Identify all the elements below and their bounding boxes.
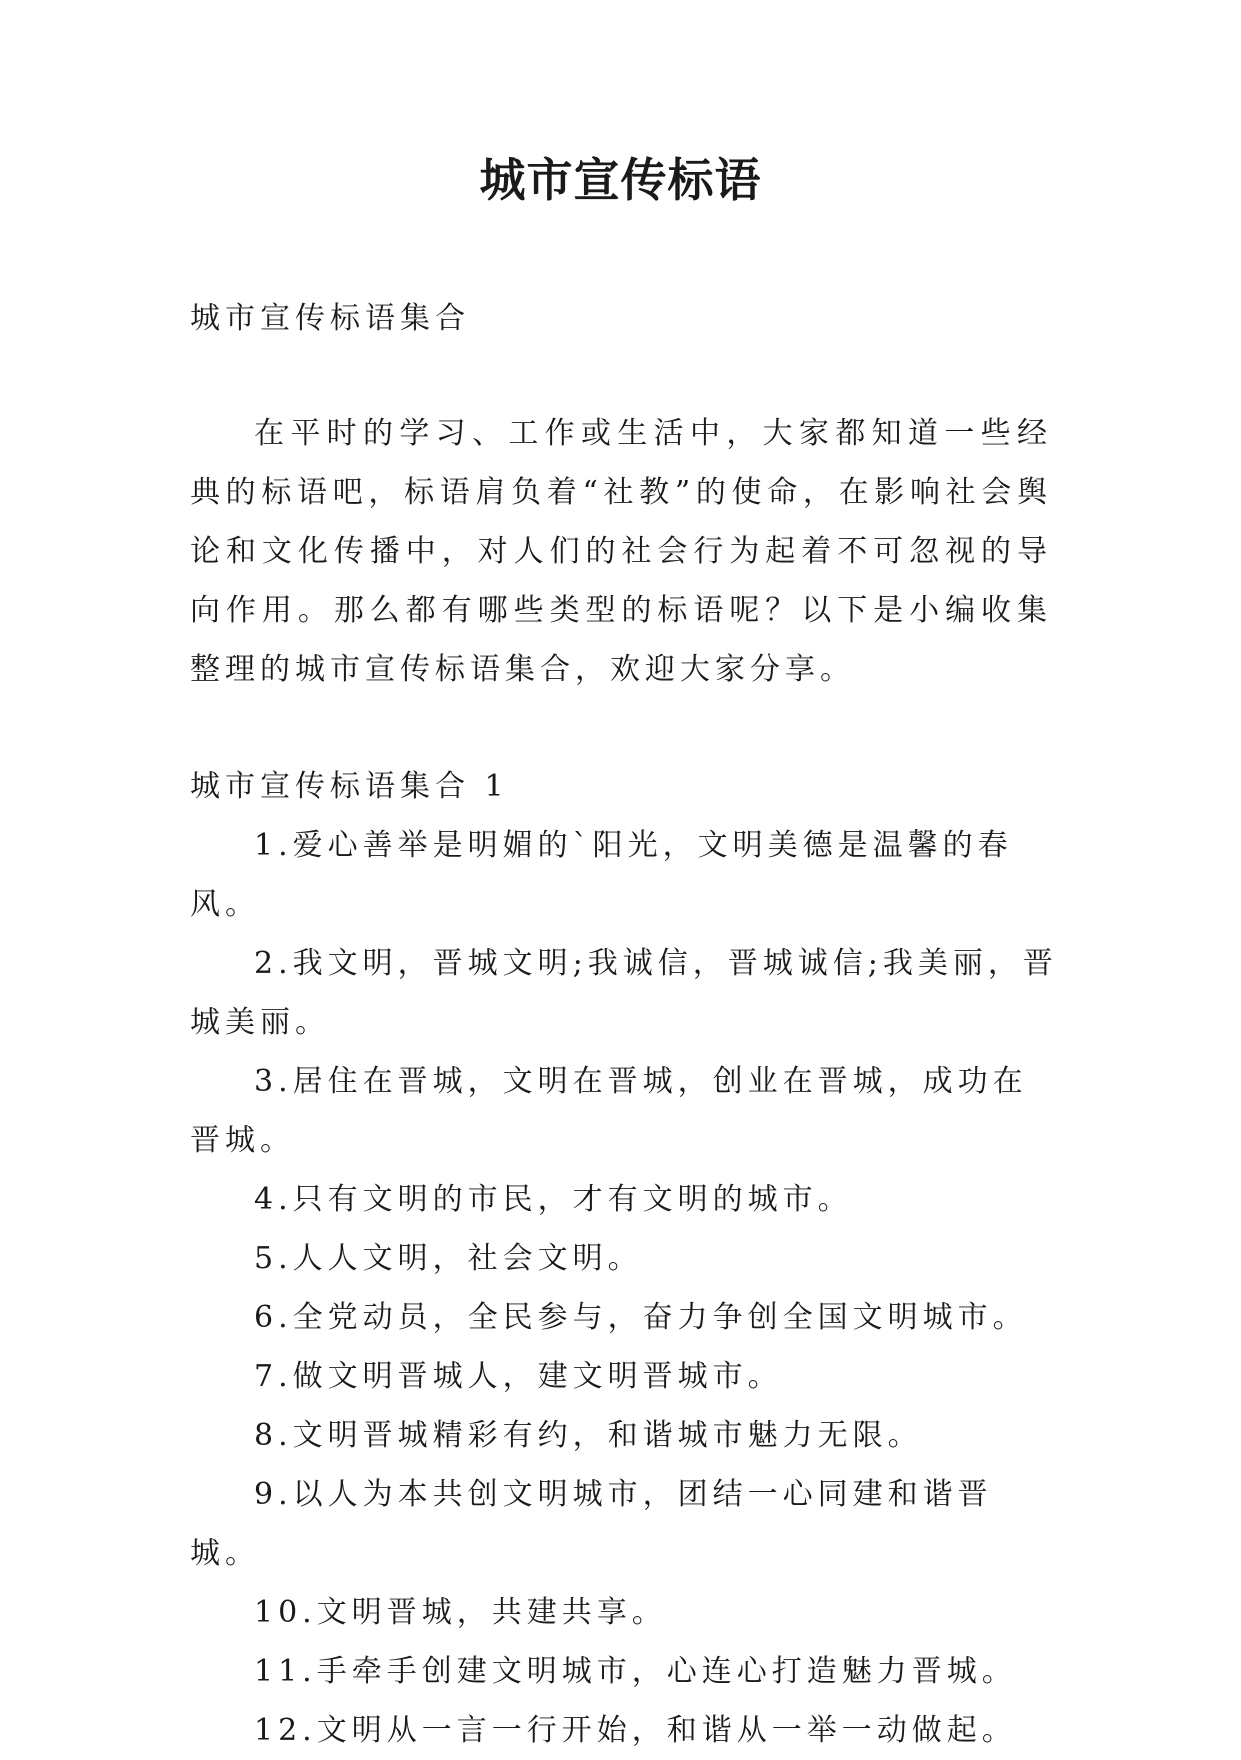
slogan-item-7: 7.做文明晋城人，建文明晋城市。 bbox=[254, 1359, 783, 1394]
document-subtitle: 城市宣传标语集合 bbox=[190, 301, 470, 336]
section-title: 城市宣传标语集合 1 bbox=[190, 769, 509, 804]
slogan-item-1: 1.爱心善举是明媚的`阳光，文明美德是温馨的春风。 bbox=[190, 828, 1013, 922]
slogan-item-6: 6.全党动员，全民参与，奋力争创全国文明城市。 bbox=[254, 1300, 1028, 1335]
slogan-item-11: 11.手牵手创建文明城市，心连心打造魅力晋城。 bbox=[254, 1654, 1017, 1689]
slogan-item-3: 3.居住在晋城，文明在晋城，创业在晋城，成功在晋城。 bbox=[190, 1064, 1028, 1158]
slogan-item-8: 8.文明晋城精彩有约，和谐城市魅力无限。 bbox=[254, 1418, 923, 1453]
intro-paragraph: 在平时的学习、工作或生活中，大家都知道一些经典的标语吧，标语肩负着“社教”的使命，在影响社会舆论和文化传播中，对人们的社会行为起着不可忽视的导向作用。那么都有哪些类型的标语呢？以下是小编收集整理的城市宣传标语集合，欢迎大家分享。 bbox=[190, 416, 1052, 687]
slogan-item-12: 12.文明从一言一行开始，和谐从一举一动做起。 bbox=[254, 1713, 1017, 1748]
slogan-item-4: 4.只有文明的市民，才有文明的城市。 bbox=[254, 1182, 853, 1217]
slogan-item-2: 2.我文明，晋城文明;我诚信，晋城诚信;我美丽，晋城美丽。 bbox=[190, 946, 1058, 1040]
slogan-item-9: 9.以人为本共创文明城市，团结一心同建和谐晋城。 bbox=[190, 1477, 993, 1571]
slogan-item-10: 10.文明晋城，共建共享。 bbox=[254, 1595, 667, 1630]
slogan-item-5: 5.人人文明，社会文明。 bbox=[254, 1241, 643, 1276]
slogan-list bbox=[190, 816, 1062, 1760]
page-title: 城市宣传标语 bbox=[479, 153, 762, 207]
